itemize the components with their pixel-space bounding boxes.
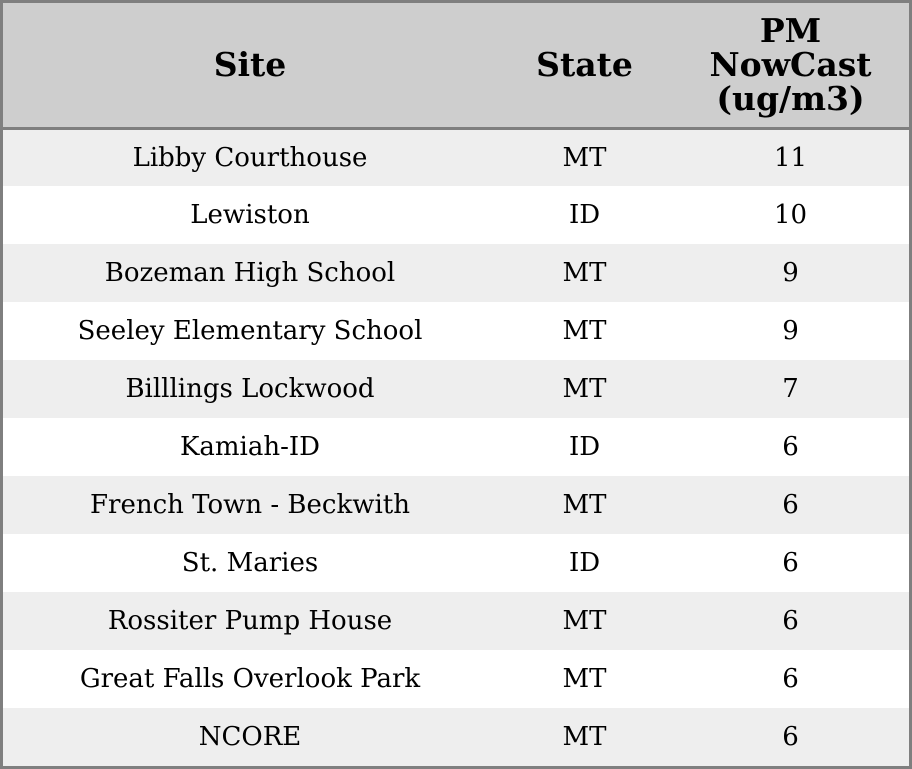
pm-nowcast-table xyxy=(3,3,909,766)
cell-state: MT xyxy=(562,142,607,173)
table-header xyxy=(3,3,909,128)
cell-pm-nowcast: 6 xyxy=(782,432,799,462)
table-row xyxy=(3,418,909,476)
cell-state: MT xyxy=(562,316,607,346)
cell-pm-nowcast: 11 xyxy=(773,142,808,173)
column-header-pm-nowcast xyxy=(672,3,909,128)
table-row xyxy=(3,128,909,186)
cell-site: Billlings Lockwood xyxy=(125,374,375,404)
cell-site: Rossiter Pump House xyxy=(107,606,393,636)
cell-state: MT xyxy=(562,258,607,288)
header-row xyxy=(3,3,909,128)
table-row xyxy=(3,302,909,360)
table-row xyxy=(3,650,909,708)
table-row xyxy=(3,592,909,650)
cell-site: Seeley Elementary School xyxy=(77,316,423,346)
cell-site: Great Falls Overlook Park xyxy=(79,664,421,694)
cell-state: MT xyxy=(562,664,607,694)
cell-pm-nowcast: 9 xyxy=(782,316,799,346)
cell-site: Kamiah-ID xyxy=(179,432,321,462)
cell-site: Lewiston xyxy=(190,200,310,230)
cell-state: MT xyxy=(562,606,607,636)
column-header-pm-line-2: NowCast xyxy=(709,44,872,84)
cell-site: St. Maries xyxy=(181,548,319,578)
cell-state: MT xyxy=(562,374,607,404)
column-header-site: Site xyxy=(3,3,497,128)
cell-pm-nowcast: 10 xyxy=(773,200,808,230)
cell-state: MT xyxy=(562,490,607,520)
cell-pm-nowcast: 9 xyxy=(782,258,799,288)
cell-pm-nowcast: 6 xyxy=(782,664,799,694)
column-header-pm-line-1: PM xyxy=(759,10,822,50)
table-row xyxy=(3,186,909,244)
cell-site: Bozeman High School xyxy=(104,258,396,288)
table-row xyxy=(3,708,909,766)
cell-site: French Town - Beckwith xyxy=(89,490,411,520)
table-row xyxy=(3,476,909,534)
column-header-pm-line-3: (ug/m3) xyxy=(716,78,865,118)
table-row xyxy=(3,360,909,418)
cell-site: Libby Courthouse xyxy=(132,142,368,173)
cell-pm-nowcast: 6 xyxy=(782,490,799,520)
cell-state: ID xyxy=(568,200,601,230)
cell-state: MT xyxy=(562,722,607,752)
cell-site: NCORE xyxy=(198,722,302,752)
table-body xyxy=(3,128,909,766)
cell-pm-nowcast: 6 xyxy=(782,606,799,636)
cell-pm-nowcast: 6 xyxy=(782,548,799,578)
cell-state: ID xyxy=(568,432,601,462)
table-row xyxy=(3,534,909,592)
cell-state: ID xyxy=(568,548,601,578)
cell-pm-nowcast: 7 xyxy=(782,374,799,404)
cell-pm-nowcast: 6 xyxy=(782,722,799,752)
table-row xyxy=(3,244,909,302)
column-header-state: State xyxy=(497,3,672,128)
